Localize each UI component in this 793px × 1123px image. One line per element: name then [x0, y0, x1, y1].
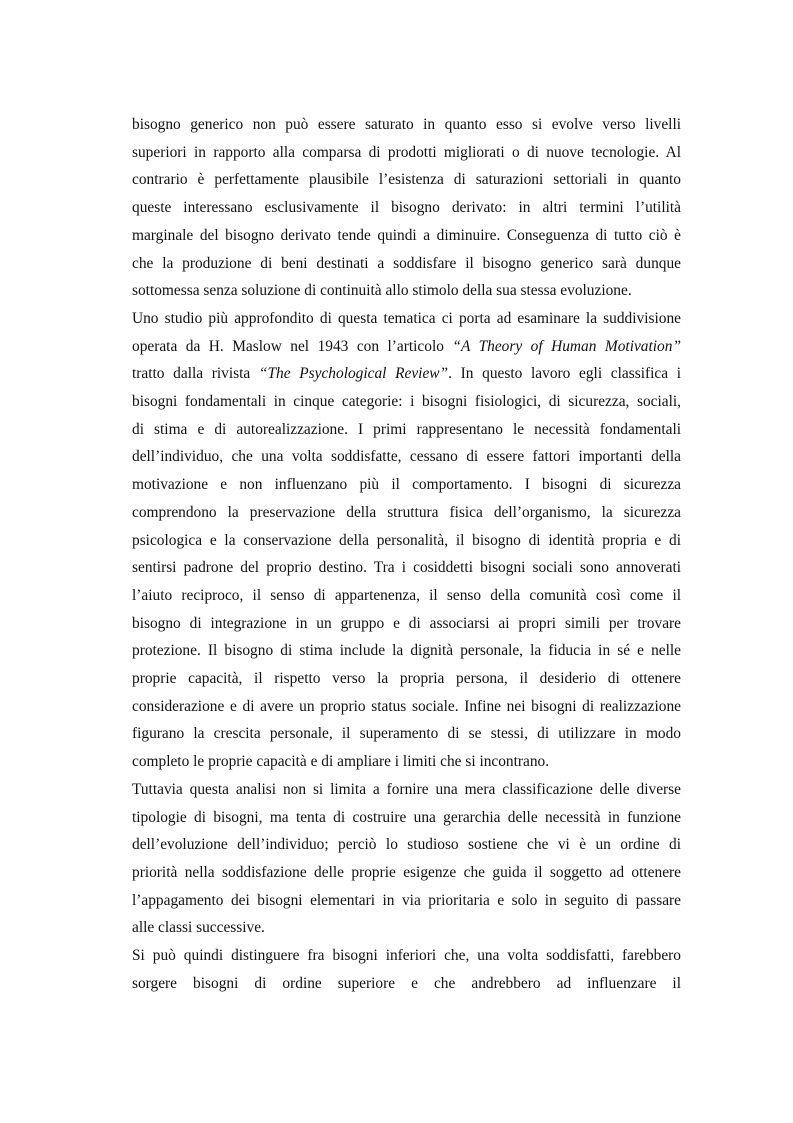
- text-line: [132, 333, 681, 361]
- text-line: considerazione e di avere un proprio status sociale. Infine nei bisogni di realizzazione: [132, 697, 681, 715]
- text-line: comprendono la preservazione della struttura fisica dell’organismo, la sicurezza: [132, 503, 681, 521]
- paragraph-hierarchy: [132, 776, 681, 942]
- text-line: sottomessa senza soluzione di continuità allo stimolo della sua stessa evoluzione.: [132, 282, 632, 300]
- text-line: sorgere bisogni di ordine superiore e che andrebbero ad influenzare il: [132, 974, 681, 992]
- text-line: figurano la crescita personale, il superamento di se stessi, di utilizzare in modo: [132, 725, 681, 743]
- paragraph-maslow-study: [132, 305, 681, 776]
- text-line: contrario è perfettamente plausibile l’esistenza di saturazioni settoriali in quanto: [132, 171, 681, 189]
- text-line: Si può quindi distinguere fra bisogni inferiori che, una volta soddisfatti, farebbero: [132, 947, 681, 965]
- paragraph-inferior-needs: [132, 942, 681, 997]
- text-line: sentirsi padrone del proprio destino. Tra i cosiddetti bisogni sociali sono annoverati: [132, 559, 681, 577]
- text-line: Uno studio più approfondito di questa tematica ci porta ad esaminare la suddivisione: [132, 309, 681, 327]
- paragraph-needs-saturation: [132, 111, 681, 305]
- article-title: “A Theory of Human Motivation”: [452, 337, 682, 355]
- text-line: [132, 360, 681, 388]
- text-line: priorità nella soddisfazione delle proprie esigenze che guida il soggetto ad ottenere: [132, 863, 681, 881]
- text-line: tipologie di bisogni, ma tenta di costruire una gerarchia delle necessità in funzione: [132, 808, 681, 826]
- text-line: dell’evoluzione dell’individuo; perciò lo studioso sostiene che vi è un ordine di: [132, 836, 681, 854]
- text-line: psicologica e la conservazione della personalità, il bisogno di identità propria e di: [132, 531, 681, 549]
- text-line: l’appagamento dei bisogni elementari in via prioritaria e solo in seguito di passare: [132, 891, 681, 909]
- text-line: che la produzione di beni destinati a soddisfare il bisogno generico sarà dunque: [132, 254, 681, 272]
- text-run: operata da H. Maslow nel 1943 con l’articolo: [132, 337, 453, 355]
- text-run: tratto dalla rivista: [132, 365, 259, 383]
- text-line: bisogni fondamentali in cinque categorie: i bisogni fisiologici, di sicurezza, sociali,: [132, 393, 681, 411]
- text-line: queste interessano esclusivamente il bisogno derivato: in altri termini l’utilità: [132, 199, 681, 217]
- text-line: bisogno di integrazione in un gruppo e di associarsi ai propri simili per trovare: [132, 614, 681, 632]
- text-line: bisogno generico non può essere saturato in quanto esso si evolve verso livelli: [132, 116, 681, 133]
- journal-title: “The Psychological Review”: [258, 365, 449, 383]
- text-line: marginale del bisogno derivato tende quindi a diminuire. Conseguenza di tutto ciò è: [132, 226, 681, 244]
- text-line: completo le proprie capacità e di ampliare i limiti che si incontrano.: [132, 753, 550, 771]
- text-run: . In questo lavoro egli classifica i: [448, 365, 682, 383]
- text-line: Tuttavia questa analisi non si limita a fornire una mera classificazione delle diverse: [132, 780, 681, 798]
- text-line: dell’individuo, che una volta soddisfatte, cessano di essere fattori importanti della: [132, 448, 681, 466]
- document-page: [132, 111, 681, 998]
- text-line: proprie capacità, il rispetto verso la propria persona, il desiderio di ottenere: [132, 670, 681, 688]
- text-line: alle classi successive.: [132, 919, 265, 937]
- text-line: l’aiuto reciproco, il senso di appartenenza, il senso della comunità così come il: [132, 586, 681, 604]
- text-line: protezione. Il bisogno di stima include la dignità personale, la fiducia in sé e nelle: [132, 642, 681, 660]
- text-line: superiori in rapporto alla comparsa di prodotti migliorati o di nuove tecnologie. Al: [132, 143, 681, 161]
- text-line: di stima e di autorealizzazione. I primi rappresentano le necessità fondamentali: [132, 420, 681, 438]
- text-line: motivazione e non influenzano più il comportamento. I bisogni di sicurezza: [132, 476, 681, 494]
